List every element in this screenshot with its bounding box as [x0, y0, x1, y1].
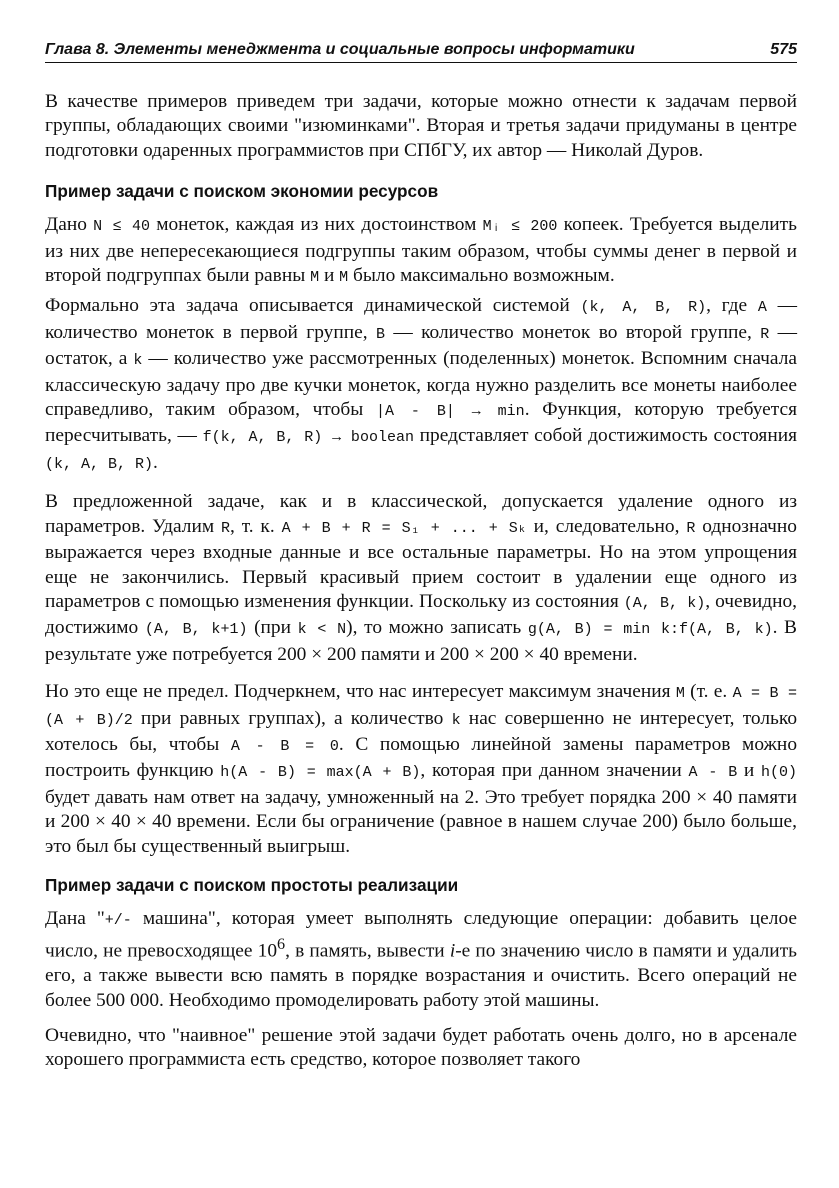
paragraph-naive-solution: Очевидно, что "наивное" решение этой задачи будет работать очень долго, но в арсенале хорошего программиста есть средство, которое позволяет такого	[45, 1025, 797, 1071]
chapter-title: Глава 8. Элементы менеджмента и социальные вопросы информатики	[45, 41, 635, 58]
paragraph-machine-statement: Дана "+/- машина", которая умеет выполнять следующие операции: добавить целое число, не превосходящее $10^6$, в память, вывести i-е по значению число в памяти и удалить его, а также вывести всю память в порядке возрастания и очистить. Всего операций не более 500 000. Необходимо промоделировать работу этой машины.	[45, 907, 798, 1011]
paragraph-formal-description: Формально эта задача описывается динамической системой (k, A, B, R), где A — количество монеток в первой группе, B — количество монеток во второй группе, R — остаток, а k — количество уже рассмотренных (поделенных) монеток. Вспомним сначала классическую задачу про две кучки монеток, когда нужно разделить все монеты наиболее справедливо, таким образом, чтобы |A - B| → min. Функция, которую требуется пересчитывать, — f(k, A, B, R) → boolean представляет собой достижимость состояния (k, A, B, R).	[45, 295, 797, 473]
paragraph-linear-substitution: Но это еще не предел. Подчеркнем, что нас интересует максимум значения M (т. е. A = B = (A + B)/2 при равных группах), а количество k нас совершенно не интересует, только хотелось бы, чтобы A - B = 0. С помощью линейной замены параметров можно построить функцию h(A - B) = max(A + B), которая при данном значении A - B и h(0) будет давать нам ответ на задачу, умноженный на 2. Это требует порядка 200 × 40 памяти и 200 × 40 × 40 времени. Если бы ограничение (равное в нашем случае 200) было больше, это был бы существенный выигрыш.	[45, 681, 798, 857]
section-heading-resource-saving: Пример задачи с поиском экономии ресурсов	[45, 181, 439, 202]
paragraph-intro: В качестве примеров приведем три задачи, которые можно отнести к задачам первой группы, обладающих своими "изюминками". Вторая и третья задачи придуманы в центре подготовки одаренных программистов при СПбГУ, их автор — Николай Дуров.	[45, 91, 797, 161]
page-body	[45, 90, 797, 1073]
paragraph-parameter-removal: В предложенной задаче, как и в классической, допускается удаление одного из параметров. Удалим R, т. к. A + B + R = S₁ + ... + Sₖ и, следовательно, R однозначно выражается через входные данные и все остальные параметры. Но на этом упрощения еще не закончились. Первый красивый прием состоит в удалении еще одного из параметров с помощью изменения функции. Поскольку из состояния (A, B, k), очевидно, достижимо (A, B, k+1) (при k < N), то можно записать g(A, B) = min k:f(A, B, k). В результате уже потребуется 200 × 200 памяти и 200 × 200 × 40 времени.	[45, 491, 797, 665]
running-header	[45, 40, 797, 63]
section-heading-implementation-simplicity: Пример задачи с поиском простоты реализации	[45, 874, 459, 895]
page-number: 575	[770, 41, 797, 58]
paragraph-problem-statement: Дано N ≤ 40 монеток, каждая из них достоинством Mᵢ ≤ 200 копеек. Требуется выделить из них две непересекающиеся подгруппы таким образом, чтобы суммы денег в первой и второй подгруппах были равны M и M было максимально возможным.	[45, 214, 797, 287]
